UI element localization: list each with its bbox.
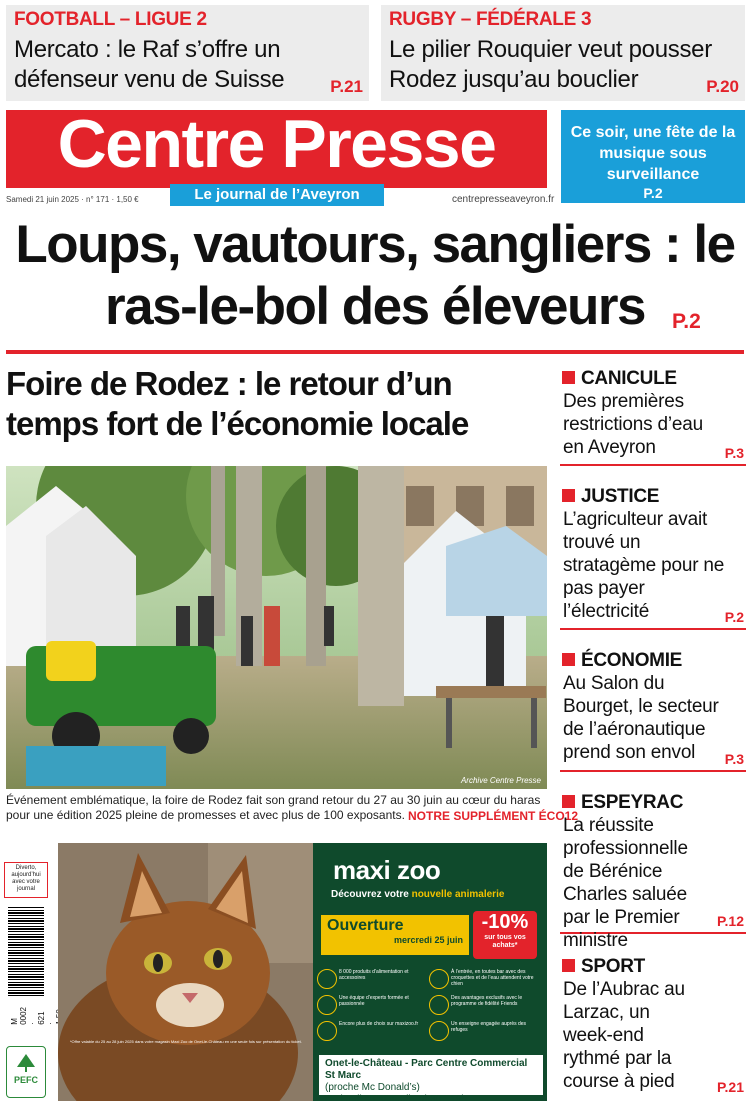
brief-text: Des premières restrictions d’eau en Aveyron xyxy=(563,391,704,458)
teaser-rugby[interactable] xyxy=(381,5,745,101)
ad-promo-value: -10% xyxy=(481,911,529,933)
fair-photo-illustration xyxy=(6,466,547,789)
ad-feature: 8 000 produits d’alimentation et accessoires xyxy=(313,969,425,981)
divider xyxy=(6,350,744,354)
brief-text: L’agriculteur avait trouvé un stratagème pour ne pas payer l’électricité xyxy=(563,509,725,622)
brief-page: P.3 xyxy=(724,445,744,461)
lead-supplement-link[interactable]: NOTRE SUPPLÉMENT ÉCO12 xyxy=(408,809,579,823)
ad-promo xyxy=(473,911,537,959)
teaser-title: Le pilier Rouquier veut pousser Rodez jusqu’au bouclier xyxy=(389,36,712,93)
pefc-logo xyxy=(6,1046,46,1098)
top-box-text: Ce soir, une fête de la musique sous surveillance xyxy=(570,124,736,183)
ad-subtitle-highlight: nouvelle animalerie xyxy=(411,889,505,900)
brief-page: P.21 xyxy=(717,1079,744,1095)
ad-feature: Des avantages exclusifs avec le programme de fidélité Friends xyxy=(425,995,537,1007)
maxizoo-ad[interactable] xyxy=(58,843,547,1101)
ad-opening-date: mercredi 25 juin xyxy=(393,935,463,945)
cat-photo-illustration xyxy=(58,843,318,1101)
ad-address-line1: Onet-le-Château - Parc Centre Commercial St Marc xyxy=(325,1058,528,1081)
brief-page: P.3 xyxy=(724,751,744,767)
brief-category: CANICULE xyxy=(560,368,746,390)
tree-icon xyxy=(15,1053,37,1073)
brief-item[interactable] xyxy=(560,792,746,951)
ad-feature: Un enseigne engagée auprès des refuges xyxy=(425,1021,537,1033)
ad-subtitle xyxy=(331,889,504,900)
brief-category: ESPEYRAC xyxy=(560,792,746,814)
ad-brand: maxi zoo xyxy=(333,855,441,885)
ad-address-line2: (proche Mc Donald’s) xyxy=(325,1082,420,1093)
brief-item[interactable] xyxy=(560,650,746,772)
ad-hours: Du lundi au samedi : 9h30 - 19h xyxy=(325,1094,467,1101)
diverto-notice: Diverto, aujourd’hui avec votre journal xyxy=(4,862,48,898)
lead-photo xyxy=(6,466,547,789)
brief-item[interactable] xyxy=(560,368,746,466)
brief-text: De l’Aubrac au Larzac, un week-end rythmé par la course à pied xyxy=(563,979,685,1092)
brief-page: P.2 xyxy=(724,609,744,625)
brief-text: La réussite professionnelle de Bérénice Charles saluée par le Premier ministre xyxy=(563,815,688,951)
teaser-category: RUGBY – FÉDÉRALE 3 xyxy=(389,9,592,30)
brief-item[interactable] xyxy=(560,956,746,1098)
teaser-title: Mercato : le Raf s’offre un défenseur venu de Suisse xyxy=(14,36,285,93)
ad-feature: Encore plus de choix sur maxizoo.fr xyxy=(313,1021,425,1027)
ad-opening xyxy=(321,915,469,955)
barcode-number: M 0002 · 621 · xyxy=(10,1007,55,1025)
brief-category: SPORT xyxy=(560,956,746,978)
ad-opening-label: Ouverture xyxy=(327,917,404,934)
ad-fine-print: *Offre valable du 25 au 28 juin 2025 dans votre magasin Maxi Zoo de Onet-le-Château en une seule fois sur présentation du ticket. xyxy=(70,1039,302,1044)
teaser-football[interactable] xyxy=(6,5,369,101)
barcode xyxy=(8,906,44,996)
masthead-logo: Centre Presse xyxy=(57,106,496,182)
ad-panel xyxy=(313,843,547,1101)
pefc-label: PEFC xyxy=(13,1075,38,1085)
ad-feature: Une équipe d’experts formée et passionnée xyxy=(313,995,425,1007)
photo-credit: Archive Centre Presse xyxy=(460,776,541,785)
ad-subtitle-start: Découvrez votre xyxy=(331,889,412,900)
ad-feature: À l’entrée, en toutes bar avec des croquettes et de l’eau attendent votre chien xyxy=(425,969,537,987)
teaser-page: P.21 xyxy=(330,77,363,96)
brief-category: ÉCONOMIE xyxy=(560,650,746,672)
brief-text: Au Salon du Bourget, le secteur de l’aéronautique prend son envol xyxy=(563,673,719,763)
ad-promo-text: sur tous vos achats* xyxy=(484,934,526,949)
top-box-story[interactable] xyxy=(561,110,745,203)
lead-title[interactable]: Foire de Rodez : le retour d’un temps fort de l’économie locale xyxy=(6,365,469,442)
lead-caption: Événement emblématique, la foire de Rodez fait son grand retour du 27 au 30 juin au cœur du haras pour une édition 2025 pleine de promesses et avec plus de 100 exposants. xyxy=(6,793,541,822)
masthead-tagline: Le journal de l’Aveyron xyxy=(170,184,384,206)
main-headline-page: P.2 xyxy=(672,310,701,333)
ad-address xyxy=(319,1055,543,1101)
dateline: Samedi 21 juin 2025 · n° 171 · 1,50 € xyxy=(6,195,139,204)
teaser-category: FOOTBALL – LIGUE 2 xyxy=(14,9,207,30)
brief-item[interactable] xyxy=(560,486,746,630)
brief-category: JUSTICE xyxy=(560,486,746,508)
website-link[interactable]: centrepresseaveyron.fr xyxy=(452,194,555,205)
masthead xyxy=(6,106,547,188)
top-box-page: P.2 xyxy=(643,185,663,201)
brief-page: P.12 xyxy=(717,913,744,929)
teaser-page: P.20 xyxy=(706,77,739,96)
main-headline[interactable]: Loups, vautours, sangliers : le ras-le-bol des éleveurs xyxy=(15,215,735,336)
